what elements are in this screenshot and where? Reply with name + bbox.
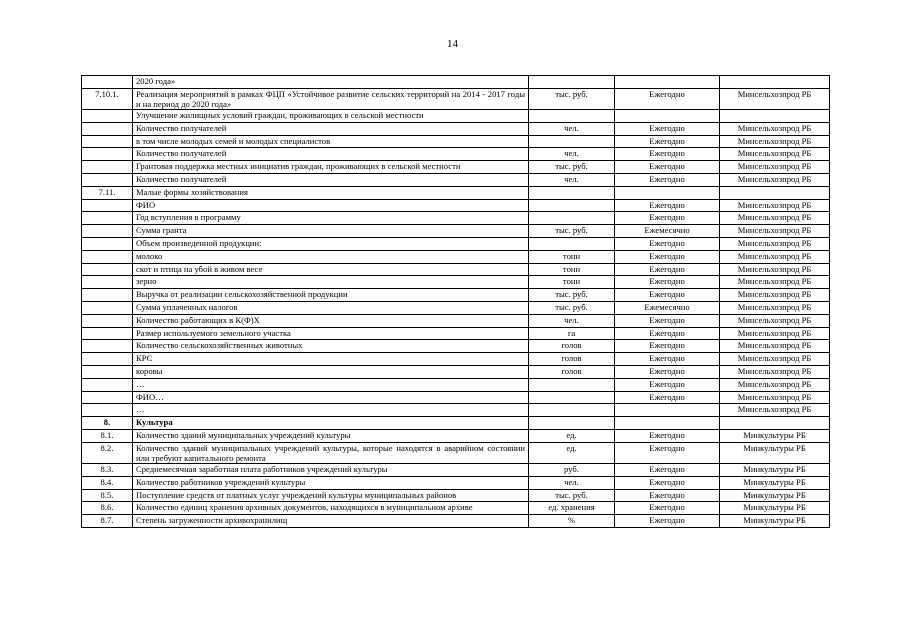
indicator-name: Сумма уплаченных налогов	[133, 302, 529, 315]
responsible-body: Минсельхозпрод РБ	[720, 302, 830, 315]
reporting-period: Ежегодно	[615, 238, 720, 251]
unit-of-measure	[529, 76, 615, 89]
unit-of-measure: %	[529, 515, 615, 528]
row-number	[82, 302, 133, 315]
table-row	[82, 88, 830, 109]
section-header-row	[82, 417, 830, 430]
table-row	[82, 366, 830, 379]
reporting-period: Ежегодно	[615, 212, 720, 225]
table-row	[82, 489, 830, 502]
responsible-body: Минсельхозпрод РБ	[720, 199, 830, 212]
reporting-period: Ежегодно	[615, 353, 720, 366]
table-row	[82, 340, 830, 353]
reporting-period: Ежегодно	[615, 502, 720, 515]
indicator-name: зерно	[133, 276, 529, 289]
responsible-body: Минсельхозпрод РБ	[720, 122, 830, 135]
indicator-table	[81, 75, 830, 528]
indicator-name: Малые формы хозяйствования	[133, 186, 529, 199]
indicator-name: коровы	[133, 366, 529, 379]
reporting-period	[615, 76, 720, 89]
unit-of-measure: чел.	[529, 476, 615, 489]
row-number	[82, 276, 133, 289]
responsible-body: Минсельхозпрод РБ	[720, 340, 830, 353]
unit-of-measure: тонн	[529, 250, 615, 263]
responsible-body: Минкультуры РБ	[720, 464, 830, 477]
row-number	[82, 366, 133, 379]
table-row	[82, 263, 830, 276]
unit-of-measure	[529, 135, 615, 148]
row-number	[82, 353, 133, 366]
reporting-period: Ежегодно	[615, 161, 720, 174]
table-row	[82, 148, 830, 161]
table-row	[82, 502, 830, 515]
responsible-body: Минсельхозпрод РБ	[720, 212, 830, 225]
unit-of-measure: голов	[529, 340, 615, 353]
row-number: 8.5.	[82, 489, 133, 502]
table-row	[82, 378, 830, 391]
reporting-period: Ежегодно	[615, 391, 720, 404]
indicator-name: Количество зданий муниципальных учреждений культуры, которые находятся в аварийном состоянии или требуют капитального ремонта	[133, 442, 529, 463]
responsible-body: Минкультуры РБ	[720, 430, 830, 443]
row-number	[82, 340, 133, 353]
unit-of-measure	[529, 212, 615, 225]
indicator-name: ФИО…	[133, 391, 529, 404]
row-number	[82, 289, 133, 302]
indicator-name: Степень загруженности архивохранилищ	[133, 515, 529, 528]
table-row	[82, 161, 830, 174]
row-number	[82, 76, 133, 89]
row-number	[82, 225, 133, 238]
responsible-body: Минсельхозпрод РБ	[720, 353, 830, 366]
indicator-name: скот и птица на убой в живом весе	[133, 263, 529, 276]
unit-of-measure: тыс. руб.	[529, 161, 615, 174]
unit-of-measure: тыс. руб.	[529, 289, 615, 302]
row-number	[82, 110, 133, 123]
unit-of-measure: руб.	[529, 464, 615, 477]
table-row	[82, 476, 830, 489]
responsible-body	[720, 76, 830, 89]
row-number	[82, 174, 133, 187]
row-number: 7.10.1.	[82, 88, 133, 109]
reporting-period: Ежегодно	[615, 327, 720, 340]
unit-of-measure: тонн	[529, 263, 615, 276]
unit-of-measure: ед.	[529, 442, 615, 463]
reporting-period: Ежегодно	[615, 174, 720, 187]
row-number: 8.3.	[82, 464, 133, 477]
table-row	[82, 186, 830, 199]
row-number: 8.4.	[82, 476, 133, 489]
row-number	[82, 135, 133, 148]
indicator-name: Год вступления в программу	[133, 212, 529, 225]
row-number	[82, 263, 133, 276]
indicator-name: Количество получателей	[133, 148, 529, 161]
indicator-name: Поступление средств от платных услуг учреждений культуры муниципальных районов	[133, 489, 529, 502]
table-row	[82, 314, 830, 327]
unit-of-measure	[529, 110, 615, 123]
reporting-period	[615, 404, 720, 417]
responsible-body: Минсельхозпрод РБ	[720, 276, 830, 289]
reporting-period: Ежегодно	[615, 122, 720, 135]
responsible-body: Минсельхозпрод РБ	[720, 225, 830, 238]
indicator-name: Количество получателей	[133, 174, 529, 187]
responsible-body	[720, 186, 830, 199]
responsible-body: Минсельхозпрод РБ	[720, 314, 830, 327]
reporting-period: Ежегодно	[615, 340, 720, 353]
responsible-body: Минкультуры РБ	[720, 515, 830, 528]
unit-of-measure: ед. хранения	[529, 502, 615, 515]
row-number: 8.1.	[82, 430, 133, 443]
row-number	[82, 148, 133, 161]
indicator-name: Количество работников учреждений культуры	[133, 476, 529, 489]
responsible-body: Минсельхозпрод РБ	[720, 378, 830, 391]
table-row	[82, 464, 830, 477]
indicator-name: Сумма гранта	[133, 225, 529, 238]
unit-of-measure: тыс. руб.	[529, 302, 615, 315]
reporting-period	[615, 110, 720, 123]
table-row	[82, 276, 830, 289]
responsible-body: Минсельхозпрод РБ	[720, 174, 830, 187]
responsible-body: Минсельхозпрод РБ	[720, 404, 830, 417]
reporting-period: Ежегодно	[615, 199, 720, 212]
responsible-body: Минсельхозпрод РБ	[720, 135, 830, 148]
reporting-period: Ежегодно	[615, 135, 720, 148]
indicator-name: Реализация мероприятий в рамках ФЦП «Устойчивое развитие сельских территорий на 2014 - 2017 годы и на период до 2020 года»	[133, 88, 529, 109]
reporting-period: Ежегодно	[615, 289, 720, 302]
responsible-body: Минсельхозпрод РБ	[720, 289, 830, 302]
unit-of-measure	[529, 404, 615, 417]
unit-of-measure: чел.	[529, 148, 615, 161]
reporting-period: Ежегодно	[615, 88, 720, 109]
indicator-name: ФИО	[133, 199, 529, 212]
indicator-name: Среднемесячная заработная плата работников учреждений культуры	[133, 464, 529, 477]
reporting-period: Ежегодно	[615, 430, 720, 443]
indicator-name: в том числе молодых семей и молодых специалистов	[133, 135, 529, 148]
reporting-period: Ежегодно	[615, 366, 720, 379]
unit-of-measure	[529, 186, 615, 199]
unit-of-measure: чел.	[529, 174, 615, 187]
reporting-period	[615, 417, 720, 430]
page-number: 14	[447, 38, 458, 50]
row-number	[82, 314, 133, 327]
indicator-name: Культура	[133, 417, 529, 430]
row-number	[82, 238, 133, 251]
indicator-name: Грантовая поддержка местных инициатив граждан, проживающих в сельской местности	[133, 161, 529, 174]
indicator-name: Выручка от реализации сельскохозяйственной продукции	[133, 289, 529, 302]
indicator-name: Объем произведенной продукции:	[133, 238, 529, 251]
row-number	[82, 122, 133, 135]
table-row	[82, 110, 830, 123]
row-number	[82, 199, 133, 212]
responsible-body: Минсельхозпрод РБ	[720, 238, 830, 251]
reporting-period: Ежегодно	[615, 515, 720, 528]
unit-of-measure: га	[529, 327, 615, 340]
row-number: 8.7.	[82, 515, 133, 528]
table-row	[82, 289, 830, 302]
responsible-body: Минкультуры РБ	[720, 476, 830, 489]
unit-of-measure	[529, 417, 615, 430]
responsible-body	[720, 110, 830, 123]
reporting-period: Ежегодно	[615, 476, 720, 489]
indicator-name: Количество работающих в К(Ф)Х	[133, 314, 529, 327]
row-number	[82, 327, 133, 340]
table-row	[82, 391, 830, 404]
reporting-period: Ежегодно	[615, 276, 720, 289]
indicator-name: Улучшение жилищных условий граждан, проживающих в сельской местности	[133, 110, 529, 123]
table-row	[82, 327, 830, 340]
reporting-period: Ежегодно	[615, 378, 720, 391]
responsible-body: Минкультуры РБ	[720, 502, 830, 515]
table-row	[82, 212, 830, 225]
unit-of-measure	[529, 391, 615, 404]
table-row	[82, 515, 830, 528]
table-row	[82, 199, 830, 212]
row-number	[82, 391, 133, 404]
reporting-period: Ежегодно	[615, 148, 720, 161]
reporting-period: Ежемесячно	[615, 225, 720, 238]
indicator-name: Количество сельскохозяйственных животных	[133, 340, 529, 353]
indicator-name: молоко	[133, 250, 529, 263]
table-row	[82, 135, 830, 148]
indicator-name: Размер используемого земельного участка	[133, 327, 529, 340]
unit-of-measure	[529, 378, 615, 391]
indicator-name: Количество зданий муниципальных учреждений культуры	[133, 430, 529, 443]
responsible-body: Минсельхозпрод РБ	[720, 250, 830, 263]
indicator-name: КРС	[133, 353, 529, 366]
reporting-period: Ежемесячно	[615, 302, 720, 315]
responsible-body: Минкультуры РБ	[720, 442, 830, 463]
responsible-body: Минсельхозпрод РБ	[720, 263, 830, 276]
table-row	[82, 404, 830, 417]
unit-of-measure: тонн	[529, 276, 615, 289]
unit-of-measure: чел.	[529, 314, 615, 327]
unit-of-measure: голов	[529, 353, 615, 366]
responsible-body	[720, 417, 830, 430]
row-number: 8.	[82, 417, 133, 430]
responsible-body: Минсельхозпрод РБ	[720, 327, 830, 340]
reporting-period: Ежегодно	[615, 442, 720, 463]
reporting-period: Ежегодно	[615, 263, 720, 276]
row-number	[82, 212, 133, 225]
indicator-name: …	[133, 404, 529, 417]
table-row	[82, 238, 830, 251]
table-row	[82, 302, 830, 315]
row-number	[82, 378, 133, 391]
unit-of-measure: чел.	[529, 122, 615, 135]
indicator-name: Количество получателей	[133, 122, 529, 135]
responsible-body: Минсельхозпрод РБ	[720, 366, 830, 379]
responsible-body: Минкультуры РБ	[720, 489, 830, 502]
responsible-body: Минсельхозпрод РБ	[720, 148, 830, 161]
unit-of-measure: тыс. руб.	[529, 88, 615, 109]
row-number	[82, 404, 133, 417]
reporting-period: Ежегодно	[615, 489, 720, 502]
indicator-name: Количество единиц хранения архивных документов, находящихся в муниципальном архиве	[133, 502, 529, 515]
indicator-name: …	[133, 378, 529, 391]
indicator-name: 2020 года»	[133, 76, 529, 89]
table-row	[82, 430, 830, 443]
table-row	[82, 250, 830, 263]
unit-of-measure: ед.	[529, 430, 615, 443]
table-row	[82, 353, 830, 366]
reporting-period: Ежегодно	[615, 464, 720, 477]
row-number	[82, 250, 133, 263]
indicator-table-body	[82, 76, 830, 528]
responsible-body: Минсельхозпрод РБ	[720, 161, 830, 174]
row-number	[82, 161, 133, 174]
reporting-period: Ежегодно	[615, 314, 720, 327]
reporting-period	[615, 186, 720, 199]
unit-of-measure	[529, 238, 615, 251]
responsible-body: Минсельхозпрод РБ	[720, 391, 830, 404]
unit-of-measure: тыс. руб.	[529, 225, 615, 238]
reporting-period: Ежегодно	[615, 250, 720, 263]
row-number: 7.11.	[82, 186, 133, 199]
responsible-body: Минсельхозпрод РБ	[720, 88, 830, 109]
table-row	[82, 174, 830, 187]
unit-of-measure: тыс. руб.	[529, 489, 615, 502]
unit-of-measure: голов	[529, 366, 615, 379]
row-number: 8.2.	[82, 442, 133, 463]
unit-of-measure	[529, 199, 615, 212]
table-row	[82, 225, 830, 238]
table-row	[82, 122, 830, 135]
table-row	[82, 76, 830, 89]
row-number: 8.6.	[82, 502, 133, 515]
table-row	[82, 442, 830, 463]
